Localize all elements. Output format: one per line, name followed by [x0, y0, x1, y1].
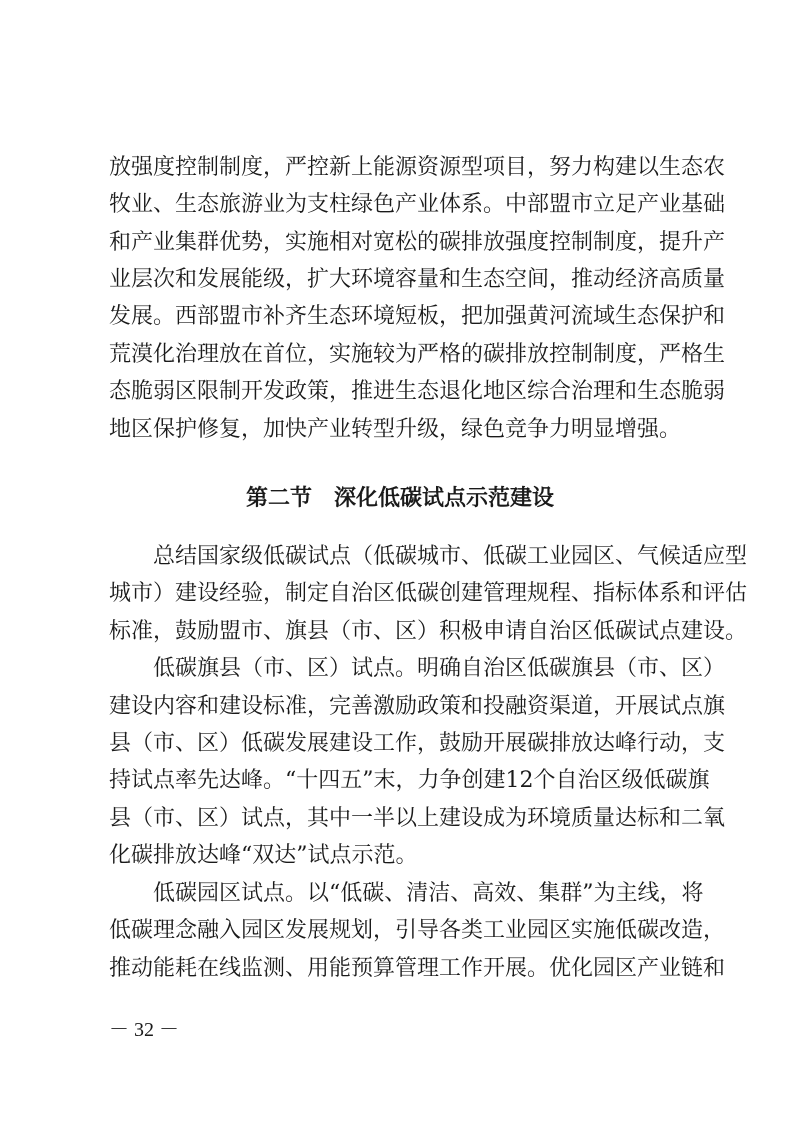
paragraph-line: 发展。西部盟市补齐生态环境短板，把加强黄河流域生态保护和 — [109, 304, 726, 329]
paragraph-line: 推动能耗在线监测、用能预算管理工作开展。优化园区产业链和 — [109, 956, 726, 981]
paragraph-line: 放强度控制制度，严控新上能源资源型项目，努力构建以生态农 — [109, 155, 726, 180]
paragraph-line: 态脆弱区限制开发政策，推进生态退化地区综合治理和生态脆弱 — [109, 379, 726, 404]
paragraph-line: 持试点率先达峰。“十四五”末，力争创建12个自治区级低碳旗 — [109, 768, 710, 793]
paragraph-line: 城市）建设经验，制定自治区低碳创建管理规程、指标体系和评估 — [109, 581, 748, 606]
paragraph-line: 县（市、区）低碳发展建设工作，鼓励开展碳排放达峰行动，支 — [109, 731, 726, 756]
section-heading: 第二节 深化低碳试点示范建设 — [245, 486, 554, 511]
paragraph-line: 标准，鼓励盟市、旗县（市、区）积极申请自治区低碳试点建设。 — [109, 619, 748, 644]
paragraph-line: 总结国家级低碳试点（低碳城市、低碳工业园区、气候适应型 — [153, 544, 748, 569]
paragraph-line: 化碳排放达峰“双达”试点示范。 — [109, 843, 418, 868]
paragraph-line: 县（市、区）试点，其中一半以上建设成为环境质量达标和二氧 — [109, 806, 726, 831]
paragraph-line: 业层次和发展能级，扩大环境容量和生态空间，推动经济高质量 — [109, 267, 726, 292]
paragraph-line: 建设内容和建设标准，完善激励政策和投融资渠道，开展试点旗 — [109, 694, 726, 719]
paragraph-line: 低碳理念融入园区发展规划，引导各类工业园区实施低碳改造， — [109, 918, 726, 943]
page-number: － 32 － — [109, 1019, 179, 1041]
paragraph-line: 荒漠化治理放在首位，实施较为严格的碳排放控制制度，严格生 — [109, 342, 726, 367]
paragraph-line: 低碳园区试点。以“低碳、清洁、高效、集群”为主线，将 — [153, 881, 704, 906]
paragraph-line: 低碳旗县（市、区）试点。明确自治区低碳旗县（市、区） — [153, 656, 726, 681]
paragraph-line: 地区保护修复，加快产业转型升级，绿色竞争力明显增强。 — [109, 417, 682, 442]
paragraph-line: 牧业、生态旅游业为支柱绿色产业体系。中部盟市立足产业基础 — [109, 192, 726, 217]
paragraph-line: 和产业集群优势，实施相对宽松的碳排放强度控制制度，提升产 — [109, 230, 726, 255]
